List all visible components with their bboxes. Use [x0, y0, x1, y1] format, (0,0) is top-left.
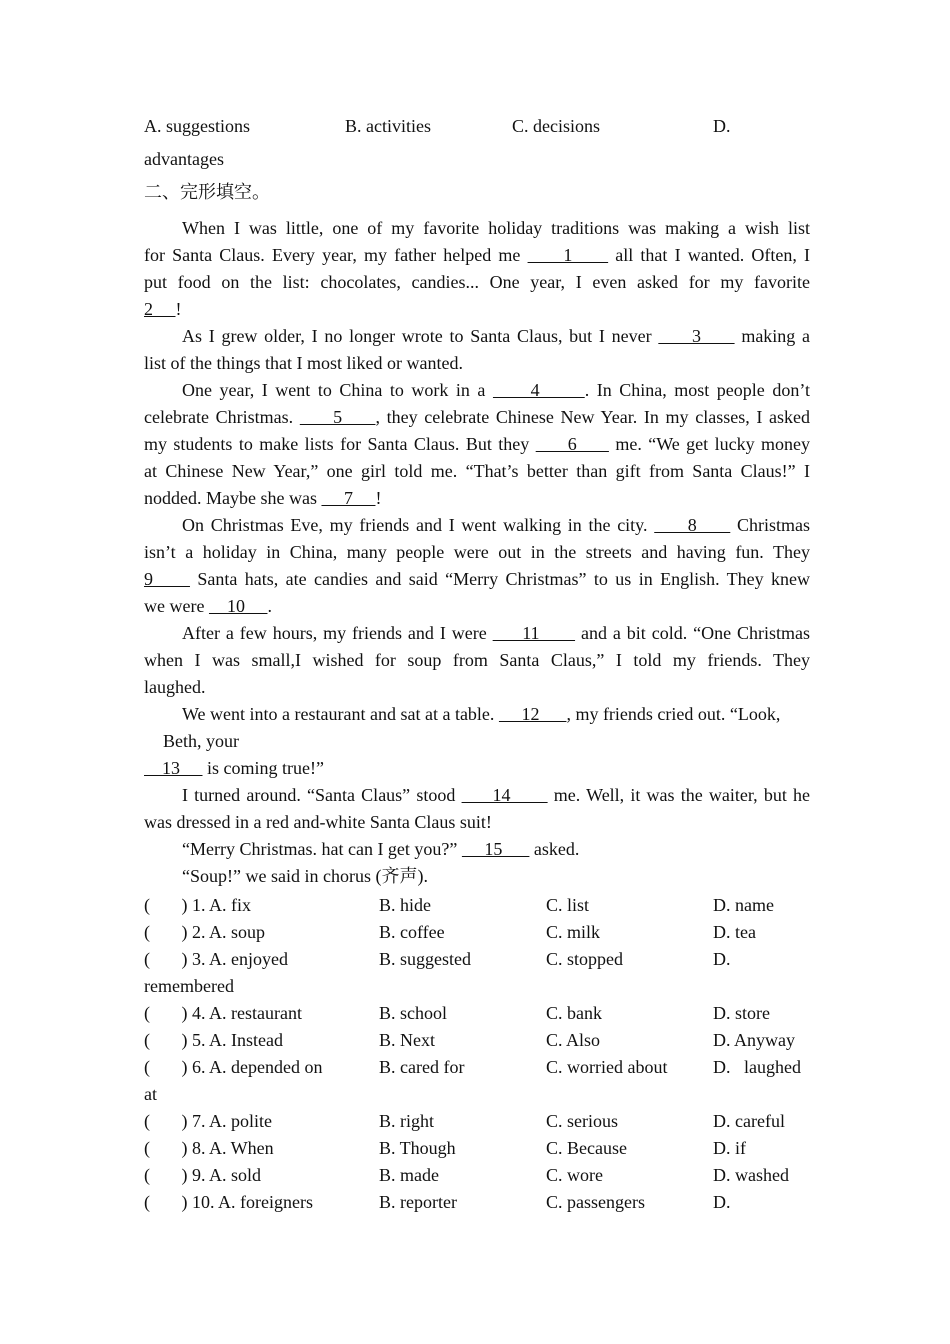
question-stem: ( ) 2. A. soup [144, 922, 265, 942]
passage-text: We went into a restaurant and sat at a table. [182, 704, 495, 724]
question-row [144, 1000, 810, 1027]
option-c: C. milk [546, 922, 601, 942]
blank-1: 1 [527, 245, 609, 265]
blank-11: 11 [492, 623, 576, 643]
question-row [144, 946, 810, 973]
option-c: C. passengers [546, 1192, 645, 1212]
passage-text: we were [144, 596, 205, 616]
question-stem: ( ) 5. A. Instead [144, 1030, 283, 1050]
option-b: B. school [379, 1003, 448, 1023]
section-title: 二、完形填空。 [144, 182, 270, 202]
option-d: D. [713, 949, 731, 969]
passage-text: and a bit cold. “One Christmas [580, 623, 811, 643]
passage-line [144, 242, 810, 269]
blank-3: 3 [658, 326, 735, 346]
option-b: B. right [379, 1111, 435, 1131]
question-stem: ( ) 1. A. fix [144, 895, 251, 915]
blank-15: 15 [461, 839, 530, 859]
passage-line [144, 404, 810, 431]
option-d: D. if [713, 1138, 746, 1158]
passage-line [144, 782, 810, 809]
passage-text: After a few hours, my friends and I were [182, 623, 487, 643]
option-d: D. tea [713, 922, 756, 942]
passage-text: all that I wanted. Often, I [615, 245, 810, 265]
option-d: D. careful [713, 1111, 785, 1131]
option-d-wrap: advantages [144, 149, 224, 169]
option-b: B. activities [345, 116, 431, 136]
option-d: D. laughed [713, 1057, 801, 1077]
option-d: D. store [713, 1003, 770, 1023]
passage-line: put food on the list: chocolates, candies... One year, I even asked for my favorite [144, 272, 810, 292]
passage-text: On Christmas Eve, my friends and I went walking in the city. [182, 515, 648, 535]
option-b: B. reporter [379, 1192, 457, 1212]
passage-text: Christmas [737, 515, 811, 535]
question-stem: ( ) 8. A. When [144, 1138, 274, 1158]
passage-line: When I was little, one of my favorite holiday traditions was making a wish list [182, 218, 810, 238]
blank-5: 5 [299, 407, 376, 427]
passage-line: list of the things that I most liked or wanted. [144, 353, 463, 373]
option-a: A. suggestions [144, 116, 251, 136]
passage-text: my students to make lists for Santa Claus. But they [144, 434, 530, 454]
option-wrap: remembered [144, 976, 234, 996]
blank-6: 6 [535, 434, 609, 454]
question-row [144, 1189, 810, 1216]
option-d: D. [713, 1192, 731, 1212]
passage-text: me. “We get lucky money [615, 434, 810, 454]
option-c: C. stopped [546, 949, 624, 969]
passage-text: Santa hats, ate candies and said “Merry Christmas” to us in English. They knew [197, 569, 811, 589]
option-c: C. Because [546, 1138, 627, 1158]
passage-text: ! [375, 488, 382, 508]
option-d: D. name [713, 895, 774, 915]
blank-10: 10 [208, 596, 268, 616]
option-d: D. [713, 116, 731, 136]
passage-line: Beth, your [163, 731, 239, 751]
question-row [144, 1162, 810, 1189]
passage-text: for Santa Claus. Every year, my father helped me [144, 245, 521, 265]
option-b: B. coffee [379, 922, 445, 942]
question-row [144, 1054, 810, 1081]
option-c: C. bank [546, 1003, 602, 1023]
option-c: C. Also [546, 1030, 601, 1050]
passage-line [144, 296, 810, 323]
passage-text: One year, I went to China to work in a [182, 380, 486, 400]
blank-13: 13 [144, 758, 203, 778]
question-row [144, 919, 810, 946]
option-b: B. Though [379, 1138, 456, 1158]
passage-text: , they celebrate Chinese New Year. In my classes, I asked [375, 407, 811, 427]
passage-line [144, 512, 810, 539]
passage-text: me. Well, it was the waiter, but he [553, 785, 811, 805]
passage-text: “Merry Christmas. hat can I get you?” [182, 839, 458, 859]
question-row [144, 1027, 810, 1054]
passage-line [144, 485, 810, 512]
option-b: B. suggested [379, 949, 471, 969]
option-b: B. hide [379, 895, 431, 915]
passage-text: . In China, most people don’t [584, 380, 810, 400]
passage-line [144, 323, 810, 350]
passage-line [144, 836, 810, 863]
question-stem: ( ) 9. A. sold [144, 1165, 261, 1185]
question-stem: ( ) 6. A. depended on [144, 1057, 323, 1077]
passage-text: , my friends cried out. “Look, [566, 704, 781, 724]
option-wrap: at [144, 1084, 157, 1104]
passage-line: at Chinese New Year,” one girl told me. “That’s better than gift from Santa Claus!” I [144, 461, 810, 481]
passage-text: asked. [533, 839, 580, 859]
passage-line [144, 566, 810, 593]
passage-line [144, 431, 810, 458]
passage-line: laughed. [144, 677, 206, 697]
prev-options-row [144, 113, 810, 140]
passage-line: was dressed in a red and-white Santa Claus suit! [144, 812, 492, 832]
option-b: B. cared for [379, 1057, 465, 1077]
option-c: C. wore [546, 1165, 603, 1185]
passage-text: . [267, 596, 272, 616]
passage-line [144, 755, 810, 782]
blank-8: 8 [654, 515, 731, 535]
option-c: C. decisions [512, 116, 600, 136]
option-d: D. washed [713, 1165, 789, 1185]
option-c: C. worried about [546, 1057, 668, 1077]
option-d: D. Anyway [713, 1030, 795, 1050]
question-row [144, 1135, 810, 1162]
option-b: B. made [379, 1165, 439, 1185]
passage-line: when I was small,I wished for soup from Santa Claus,” I told my friends. They [144, 650, 810, 670]
passage-text: ! [175, 299, 182, 319]
blank-14: 14 [461, 785, 548, 805]
passage-line [144, 701, 810, 728]
passage-text: is coming true!” [207, 758, 324, 778]
option-c: C. serious [546, 1111, 618, 1131]
blank-9: 9 [144, 569, 190, 589]
question-row [144, 892, 810, 919]
passage-text: As I grew older, I no longer wrote to Santa Claus, but I never [182, 326, 652, 346]
question-stem: ( ) 4. A. restaurant [144, 1003, 302, 1023]
blank-7: 7 [321, 488, 376, 508]
question-stem: ( ) 10. A. foreigners [144, 1192, 313, 1212]
passage-text: making a [741, 326, 811, 346]
option-b: B. Next [379, 1030, 435, 1050]
blank-2: 2 [144, 299, 176, 319]
passage-text: nodded. Maybe she was [144, 488, 317, 508]
passage-line: isn’t a holiday in China, many people were out in the streets and having fun. They [144, 542, 810, 562]
passage-line [144, 593, 810, 620]
passage-line [144, 620, 810, 647]
passage-line [144, 377, 810, 404]
question-stem: ( ) 3. A. enjoyed [144, 949, 288, 969]
option-c: C. list [546, 895, 590, 915]
question-row [144, 1108, 810, 1135]
passage-text: celebrate Christmas. [144, 407, 294, 427]
passage-line: “Soup!” we said in chorus (齐声). [182, 866, 428, 886]
blank-4: 4 [492, 380, 585, 400]
question-stem: ( ) 7. A. polite [144, 1111, 272, 1131]
blank-12: 12 [498, 704, 567, 724]
passage-text: I turned around. “Santa Claus” stood [182, 785, 456, 805]
